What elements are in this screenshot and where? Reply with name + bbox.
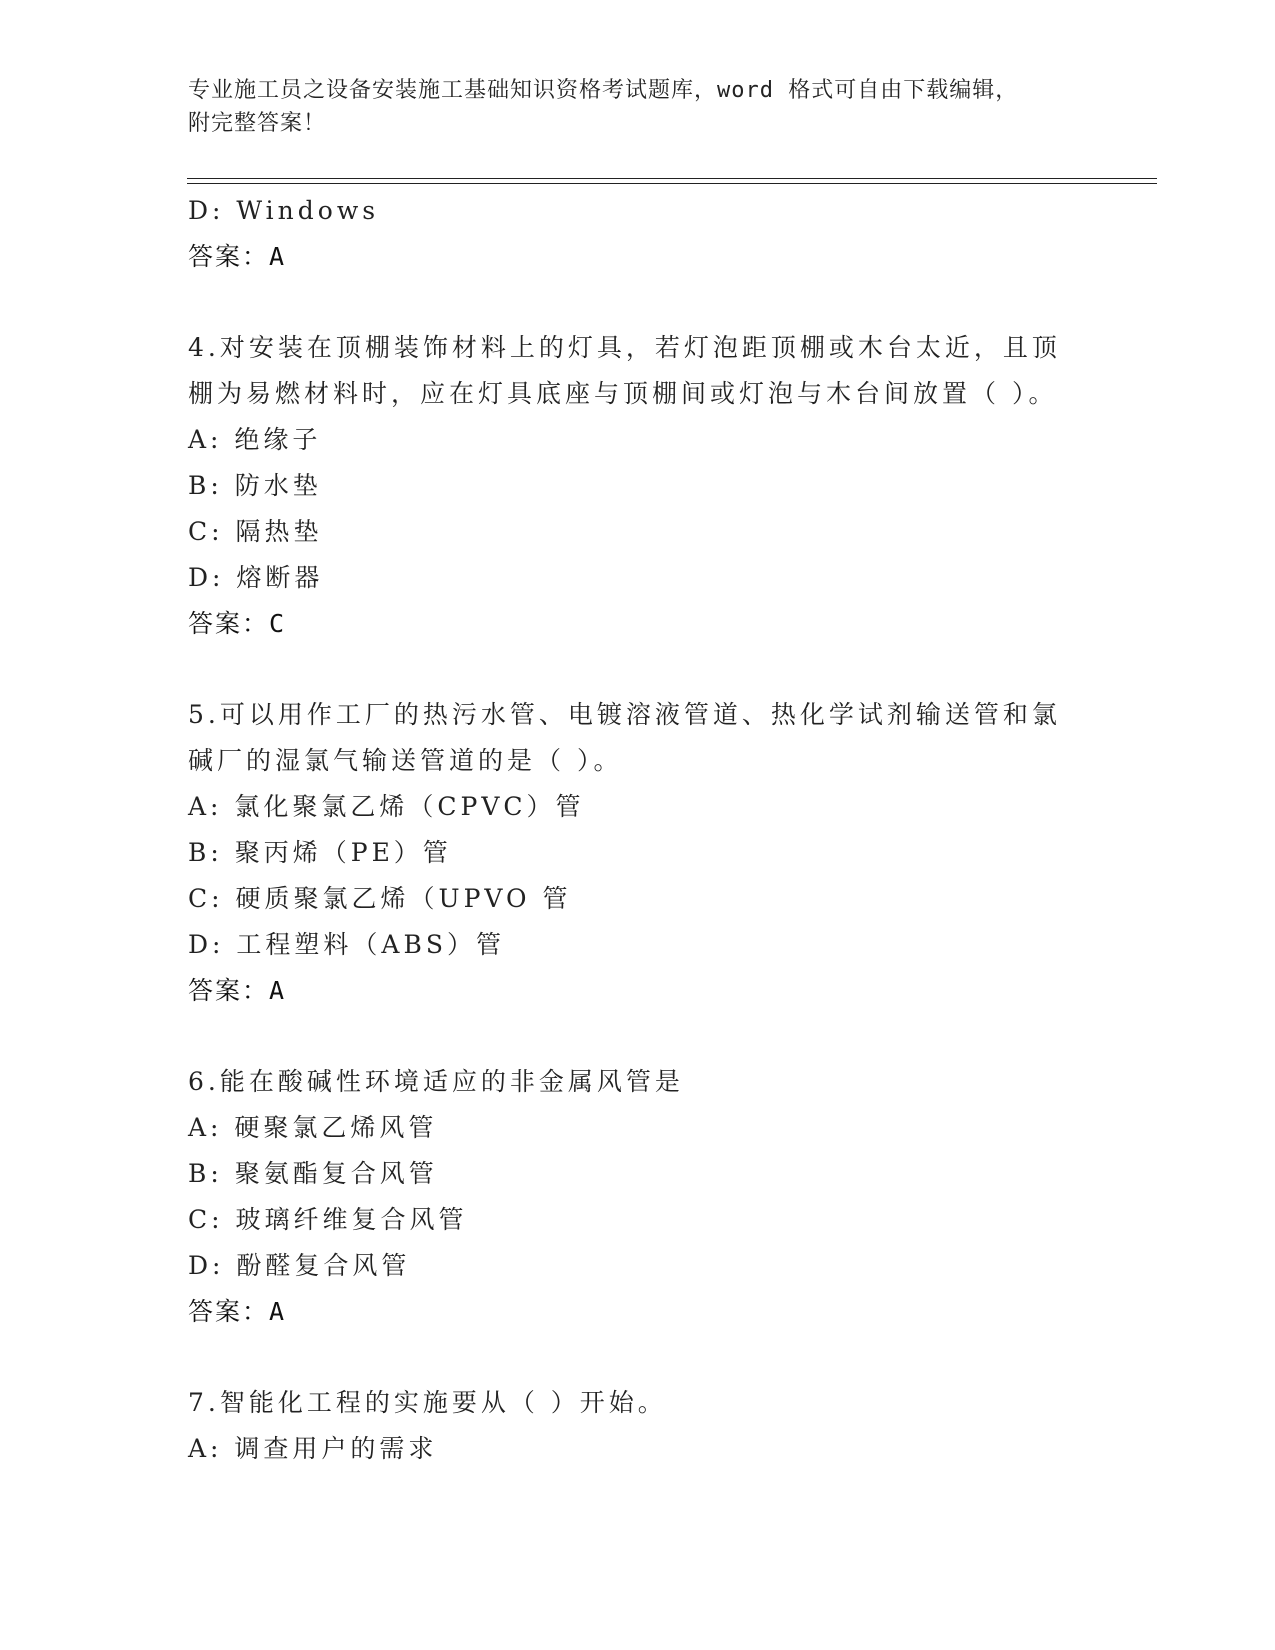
question-text: 棚为易燃材料时，应在灯具底座与顶棚间或灯泡与木台间放置（ ）。 <box>188 379 1058 408</box>
answer: 答案：C <box>188 609 287 638</box>
option-d: D: 熔断器 <box>188 563 324 592</box>
option-c: C: 硬质聚氯乙烯（UPVO 管 <box>188 884 572 913</box>
option-c: C: 隔热垫 <box>188 517 323 546</box>
answer: 答案：A <box>188 976 287 1005</box>
option-d: D: 酚醛复合风管 <box>188 1251 411 1280</box>
option-b: B: 聚丙烯（PE）管 <box>188 838 452 867</box>
question-6 <box>188 1059 1088 1335</box>
option-b: B: 防水垫 <box>188 471 322 500</box>
spacer <box>188 647 1088 692</box>
spacer <box>188 1335 1088 1380</box>
question-text: 5.可以用作工厂的热污水管、电镀溶液管道、热化学试剂输送管和氯 <box>188 700 1061 729</box>
option-a: A: 绝缘子 <box>188 425 322 454</box>
question-4 <box>188 325 1088 647</box>
question-text: 6.能在酸碱性环境适应的非金属风管是 <box>188 1067 684 1096</box>
page-header <box>188 74 1068 140</box>
question-text: 7.智能化工程的实施要从（ ）开始。 <box>188 1388 667 1417</box>
option-a: A: 调查用户的需求 <box>188 1434 438 1463</box>
question-7 <box>188 1380 1088 1472</box>
spacer <box>188 280 1088 325</box>
question-text: 4.对安装在顶棚装饰材料上的灯具，若灯泡距顶棚或木台太近，且顶 <box>188 333 1061 362</box>
option-d: D: Windows <box>188 196 380 225</box>
header-line-1: 专业施工员之设备安装施工基础知识资格考试题库，word 格式可自由下载编辑， <box>188 78 1019 103</box>
option-b: B: 聚氨酯复合风管 <box>188 1159 438 1188</box>
header-divider <box>187 178 1157 184</box>
option-a: A: 硬聚氯乙烯风管 <box>188 1113 438 1142</box>
option-d: D: 工程塑料（ABS）管 <box>188 930 505 959</box>
option-a: A: 氯化聚氯乙烯（CPVC）管 <box>188 792 585 821</box>
question-text: 碱厂的湿氯气输送管道的是（ ）。 <box>188 746 623 775</box>
spacer <box>188 1014 1088 1059</box>
option-c: C: 玻璃纤维复合风管 <box>188 1205 468 1234</box>
header-line-2: 附完整答案！ <box>188 111 327 136</box>
question-3-tail <box>188 188 1088 280</box>
question-list <box>188 188 1088 1472</box>
question-5 <box>188 692 1088 1014</box>
answer: 答案：A <box>188 1297 287 1326</box>
answer: 答案：A <box>188 242 287 271</box>
